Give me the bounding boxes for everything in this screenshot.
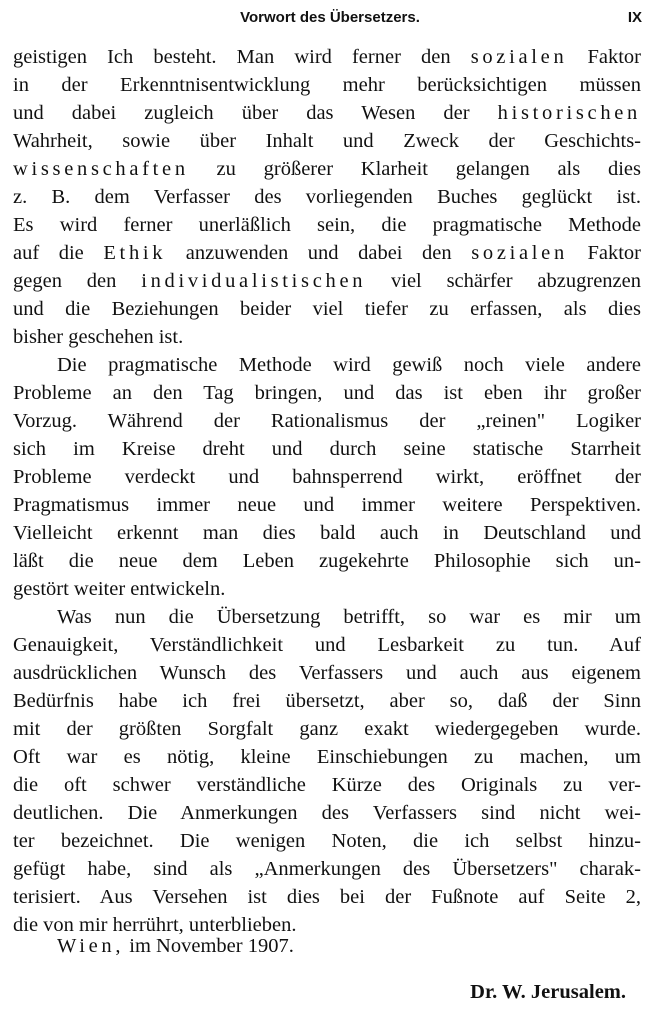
text-line: Bedürfnis habe ich frei übersetzt, aber so, daß der Sinn	[13, 690, 641, 712]
signature: Dr. W. Jerusalem.	[470, 981, 626, 1003]
text-line: läßt die neue dem Leben zugekehrte Philosophie sich un-	[13, 550, 641, 572]
text-line: z. B. dem Verfasser des vorliegenden Buches geglückt ist.	[13, 186, 641, 208]
page-number: IX	[627, 9, 642, 26]
dateline-date: im November 1907.	[129, 935, 294, 957]
text-line: sich im Kreise dreht und durch seine statische Starrheit	[13, 438, 641, 460]
text-line: ausdrücklichen Wunsch des Verfassers und auch aus eigenem	[13, 662, 641, 684]
text-line: terisiert. Aus Versehen ist dies bei der Fußnote auf Seite 2,	[13, 886, 641, 908]
text-line: Oft war es nötig, kleine Einschiebungen zu machen, um	[13, 746, 641, 768]
paragraph	[13, 351, 641, 603]
text-line: geistigen Ich besteht. Man wird ferner den sozialen Faktor	[13, 46, 642, 68]
text-line: gefügt habe, sind als „Anmerkungen des Übersetzers" charak-	[13, 858, 641, 880]
dateline	[57, 932, 294, 960]
paragraph	[13, 43, 641, 351]
body-text	[13, 43, 641, 939]
text-line: Genauigkeit, Verständlichkeit und Lesbarkeit zu tun. Auf	[13, 634, 641, 656]
text-line: Vorzug. Während der Rationalismus der „reinen" Logiker	[13, 410, 641, 432]
text-line: gestört weiter entwickeln.	[13, 578, 226, 600]
text-line: ter bezeichnet. Die wenigen Noten, die ich selbst hinzu-	[13, 830, 641, 852]
text-line: und dabei zugleich über das Wesen der historischen	[13, 102, 641, 124]
text-line: Probleme an den Tag bringen, und das ist eben ihr großer	[13, 382, 641, 404]
text-line: Vielleicht erkennt man dies bald auch in Deutschland und	[13, 522, 641, 544]
text-line: auf die Ethik anzuwenden und dabei den sozialen Faktor	[13, 242, 641, 264]
text-line: Was nun die Übersetzung betrifft, so war es mir um	[57, 606, 641, 628]
text-line: Die pragmatische Methode wird gewiß noch viele andere	[57, 354, 641, 376]
running-header	[14, 6, 646, 30]
text-line: und die Beziehungen beider viel tiefer zu erfassen, als dies	[13, 298, 641, 320]
text-line: wissenschaften zu größerer Klarheit gelangen als dies	[13, 158, 641, 180]
text-line: Es wird ferner unerläßlich sein, die pragmatische Methode	[13, 214, 641, 236]
paragraph	[13, 603, 641, 939]
text-line: Wahrheit, sowie über Inhalt und Zweck der Geschichts-	[13, 130, 641, 152]
text-line: deutlichen. Die Anmerkungen des Verfassers sind nicht wei-	[13, 802, 641, 824]
text-line: Probleme verdeckt und bahnsperrend wirkt, eröffnet der	[13, 466, 641, 488]
text-line: die von mir herrührt, unterblieben.	[13, 914, 297, 936]
header-title: Vorwort des Übersetzers.	[240, 9, 420, 26]
text-line: gegen den individualistischen viel schärfer abzugrenzen	[13, 270, 641, 292]
text-line: Pragmatismus immer neue und immer weitere Perspektiven.	[13, 494, 641, 516]
text-line: bisher geschehen ist.	[13, 326, 184, 348]
text-line: in der Erkenntnisentwicklung mehr berücksichtigen müssen	[13, 74, 641, 96]
text-line: mit der größten Sorgfalt ganz exakt wiedergegeben wurde.	[13, 718, 641, 740]
dateline-place: Wien,	[57, 935, 125, 957]
text-line: die oft schwer verständliche Kürze des Originals zu ver-	[13, 774, 641, 796]
